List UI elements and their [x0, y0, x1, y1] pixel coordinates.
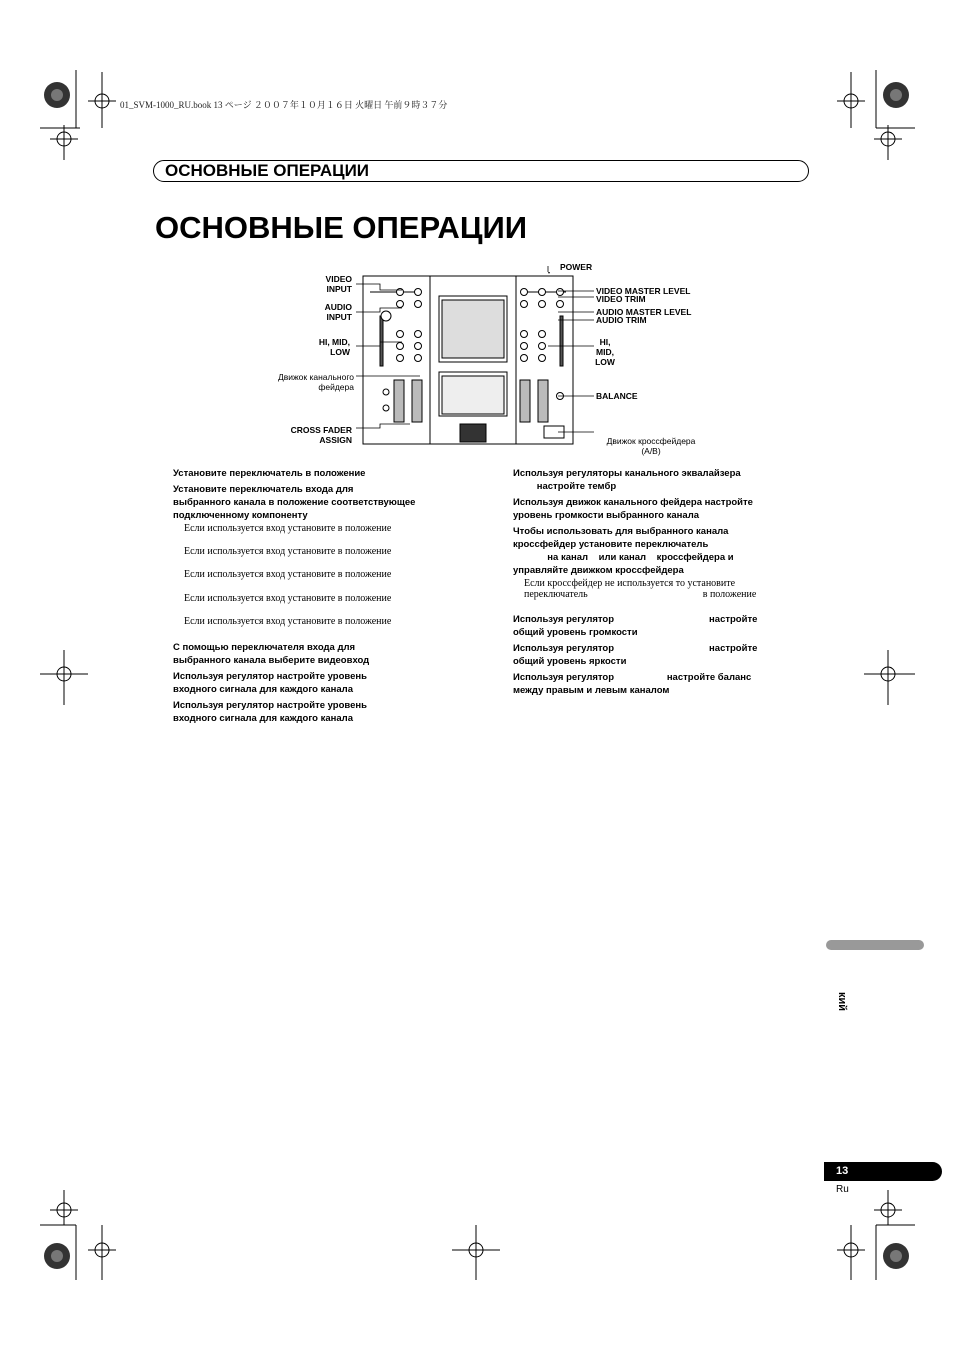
- note-input-4: Если используется вход установите в положение: [184, 593, 392, 604]
- note-8-line2: переключатель в положение: [524, 589, 757, 600]
- step-7-line2: уровень громкости выбранного канала: [513, 510, 700, 521]
- step-4-line2: входного сигнала для каждого канала: [173, 684, 353, 695]
- step-8-line1: Чтобы использовать для выбранного канала: [513, 526, 729, 537]
- label-cross-fader-assign: CROSS FADER ASSIGN: [290, 425, 352, 445]
- label-audio-trim: AUDIO TRIM: [596, 315, 647, 325]
- label-balance: BALANCE: [596, 391, 638, 401]
- step-1: Установите переключатель в положение: [173, 468, 366, 479]
- label-video-master-level: VIDEO MASTER LEVEL: [596, 286, 691, 296]
- file-header: 01_SVM-1000_RU.book 13 ページ ２００７年１０月１６日 火曜日 午前９時３７分: [120, 100, 448, 110]
- section-title: ОСНОВНЫЕ ОПЕРАЦИИ: [165, 161, 370, 180]
- page-title: ОСНОВНЫЕ ОПЕРАЦИИ: [155, 210, 528, 245]
- diagram-leader-lines: [340, 260, 600, 440]
- step-3-line1: С помощью переключателя входа для: [173, 642, 356, 653]
- label-audio-input: AUDIO INPUT: [324, 302, 352, 322]
- note-input-5: Если используется вход установите в положение: [184, 616, 392, 627]
- label-video-trim: VIDEO TRIM: [596, 294, 646, 304]
- language-vertical-label: кий: [836, 992, 848, 1012]
- step-5-line1: Используя регулятор настройте уровень: [173, 700, 367, 711]
- note-8-line1: Если кроссфейдер не используется то установите: [524, 578, 736, 589]
- step-6-line1: Используя регуляторы канального эквалайзера: [513, 468, 741, 479]
- step-8-line2: кроссфейдер установите переключатель: [513, 539, 709, 550]
- step-7-line1: Используя движок канального фейдера настройте: [513, 497, 753, 508]
- step-8-line3: на канал или канал кроссфейдера и: [513, 552, 734, 563]
- label-power: POWER: [560, 262, 593, 272]
- label-audio-master-level: AUDIO MASTER LEVEL: [596, 307, 692, 317]
- note-input-2: Если используется вход установите в положение: [184, 546, 392, 557]
- label-video-input: VIDEO INPUT: [325, 274, 352, 294]
- step-10-line1: Используя регулятор настройте: [513, 643, 758, 654]
- label-channel-fader: Движок канального фейдера: [277, 372, 354, 392]
- step-2-line2: выбранного канала в положение соответствующее: [173, 497, 416, 508]
- step-6-line2: настройте тембр: [513, 481, 617, 492]
- step-3-line2: выбранного канала выберите видеовход: [173, 655, 370, 666]
- step-2-line1: Установите переключатель входа для: [173, 484, 354, 495]
- step-2-line3: подключенному компоненту: [173, 510, 308, 521]
- step-9-line2: общий уровень громкости: [513, 627, 638, 638]
- page-language: Ru: [836, 1184, 849, 1195]
- step-8-line4: управляйте движком кроссфейдера: [513, 565, 684, 576]
- step-9-line1: Используя регулятор настройте: [513, 614, 758, 625]
- step-5-line2: входного сигнала для каждого канала: [173, 713, 353, 724]
- step-11-line2: между правым и левым каналом: [513, 685, 670, 696]
- label-hi-mid-low-left: HI, MID, LOW: [318, 337, 350, 357]
- label-hi-mid-low-right: HI, MID, LOW: [595, 337, 615, 367]
- note-input-3: Если используется вход установите в положение: [184, 569, 392, 580]
- step-4-line1: Используя регулятор настройте уровень: [173, 671, 367, 682]
- note-input-1: Если используется вход установите в положение: [184, 523, 392, 534]
- step-11-line1: Используя регулятор настройте баланс: [513, 672, 752, 683]
- label-crossfader: Движок кроссфейдера (A/B): [606, 436, 696, 456]
- language-tab-bar: [826, 940, 924, 950]
- step-10-line2: общий уровень яркости: [513, 656, 627, 667]
- page-number: 13: [836, 1165, 849, 1177]
